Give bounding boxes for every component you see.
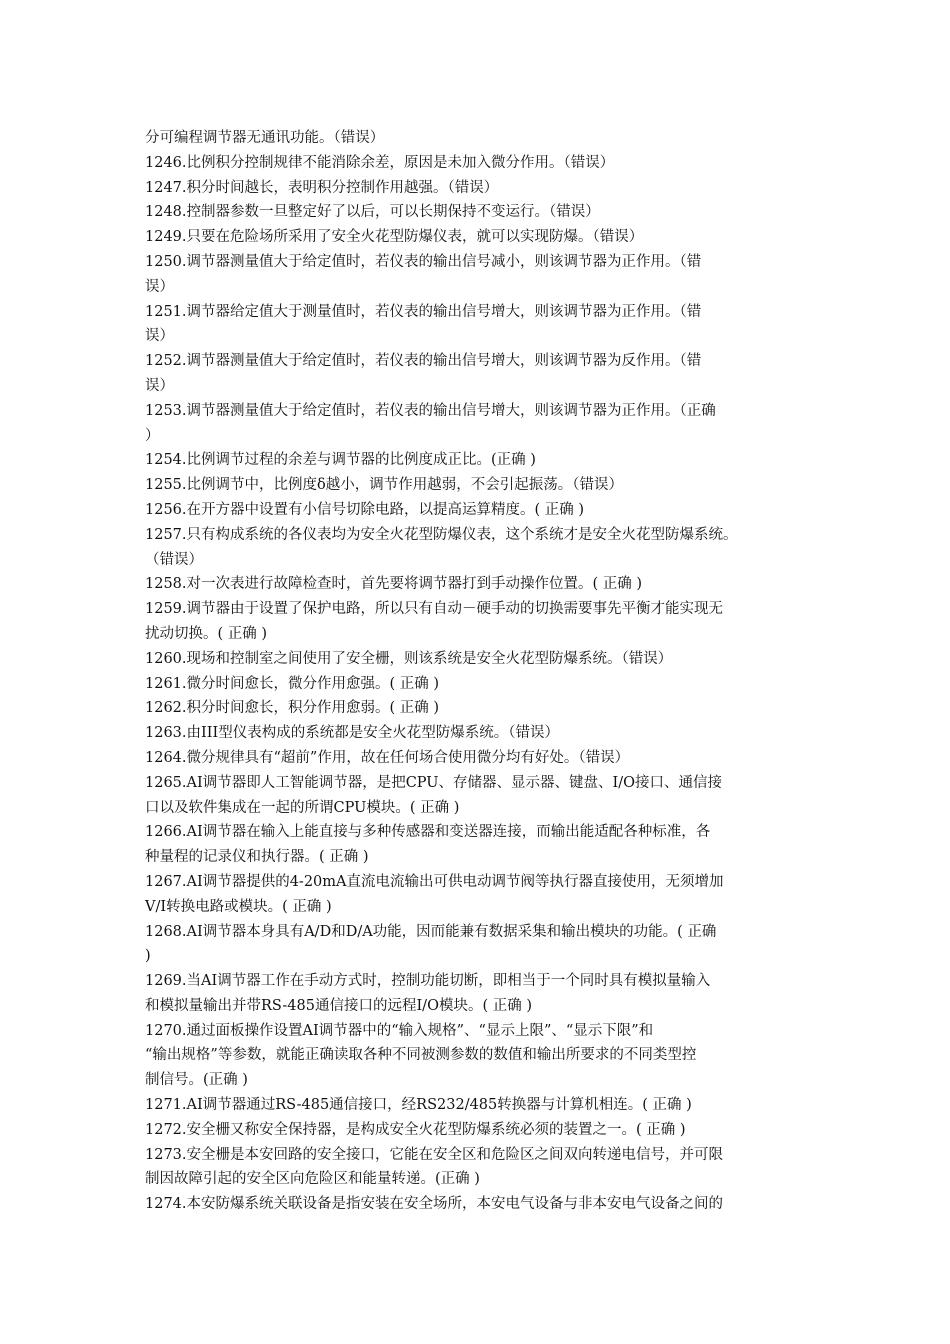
text-line: 1263.由III型仪表构成的系统都是安全火花型防爆系统。（错误）	[145, 725, 559, 742]
text-line: 1248.控制器参数一旦整定好了以后，可以长期保持不变运行。（错误）	[145, 204, 600, 221]
text-line: 1262.积分时间愈长，积分作用愈弱。( 正确 )	[145, 700, 440, 717]
text-line: 1264.微分规律具有“超前”作用，故在任何场合使用微分均有好处。（错误）	[145, 749, 630, 766]
document-page	[145, 126, 825, 1217]
text-line: )	[145, 948, 151, 965]
text-line: 种量程的记录仪和执行器。( 正确 )	[145, 849, 369, 866]
text-line: 口以及软件集成在一起的所谓CPU模块。( 正确 )	[145, 799, 460, 816]
text-line: 1247.积分时间越长，表明积分控制作用越强。（错误）	[145, 179, 499, 196]
text-line: 1259.调节器由于设置了保护电路，所以只有自动－硬手动的切换需要事先平衡才能实现无	[145, 601, 724, 618]
text-line: 制信号。(正确 )	[145, 1072, 248, 1089]
text-line: 1258.对一次表进行故障检查时，首先要将调节器打到手动操作位置。( 正确 )	[145, 576, 643, 593]
text-line: 误）	[145, 377, 174, 394]
text-line: 和模拟量输出并带RS-485通信接口的远程I/O模块。( 正确 )	[145, 997, 532, 1014]
text-line: 1268.AI调节器本身具有A/D和D/A功能，因而能兼有数据采集和输出模块的功能。( 正确	[145, 923, 717, 940]
text-line: 1261.微分时间愈长，微分作用愈强。( 正确 )	[145, 675, 440, 692]
text-line: 1254.比例调节过程的余差与调节器的比例度成正比。(正确 )	[145, 452, 536, 469]
text-line: 1246.比例积分控制规律不能消除余差，原因是未加入微分作用。（错误）	[145, 154, 615, 171]
text-line: （错误）	[145, 551, 203, 568]
text-line: V/I转换电路或模块。( 正确 )	[145, 898, 332, 915]
text-line: 1253.调节器测量值大于给定值时，若仪表的输出信号增大，则该调节器为正作用。（正确	[145, 402, 716, 419]
text-line: ）	[145, 427, 160, 444]
text-line: “输出规格”等参数，就能正确读取各种不同被测参数的数值和输出所要求的不同类型控	[145, 1047, 697, 1064]
text-line: 1251.调节器给定值大于测量值时，若仪表的输出信号增大，则该调节器为正作用。（错	[145, 303, 702, 320]
text-line: 1249.只要在危险场所采用了安全火花型防爆仪表，就可以实现防爆。（错误）	[145, 229, 644, 246]
text-line: 1255.比例调节中，比例度δ越小，调节作用越弱，不会引起振荡。（错误）	[145, 477, 623, 494]
text-line: 1274.本安防爆系统关联设备是指安装在安全场所，本安电气设备与非本安电气设备之间的	[145, 1196, 724, 1213]
text-line: 1265.AI调节器即人工智能调节器，是把CPU、存储器、显示器、键盘、I/O接口、通信接	[145, 774, 723, 791]
text-line: 扰动切换。( 正确 )	[145, 625, 268, 642]
text-line: 1260.现场和控制室之间使用了安全栅，则该系统是安全火花型防爆系统。（错误）	[145, 650, 673, 667]
text-line: 误）	[145, 328, 174, 345]
text-line: 1250.调节器测量值大于给定值时，若仪表的输出信号减小，则该调节器为正作用。（错	[145, 253, 702, 270]
text-line: 误）	[145, 278, 174, 295]
text-line: 1269.当AI调节器工作在手动方式时，控制功能切断，即相当于一个同时具有模拟量输入	[145, 973, 711, 990]
text-line: 1256.在开方器中设置有小信号切除电路，以提高运算精度。( 正确 )	[145, 501, 585, 518]
text-line: 1270.通过面板操作设置AI调节器中的“输入规格”、“显示上限”、“显示下限”和	[145, 1022, 654, 1039]
text-line: 1252.调节器测量值大于给定值时，若仪表的输出信号增大，则该调节器为反作用。（错	[145, 353, 702, 370]
text-line: 1257.只有构成系统的各仪表均为安全火花型防爆仪表，这个系统才是安全火花型防爆系统。	[145, 526, 738, 543]
text-line: 1271.AI调节器通过RS-485通信接口，经RS232/485转换器与计算机相连。( 正确 )	[145, 1097, 692, 1114]
text-line: 分可编程调节器无通讯功能。（错误）	[145, 130, 385, 146]
text-line: 1272.安全栅又称安全保持器，是构成安全火花型防爆系统必须的装置之一。( 正确 )	[145, 1121, 686, 1138]
text-line: 1267.AI调节器提供的4-20mA直流电流输出可供电动调节阀等执行器直接使用，无须增加	[145, 873, 724, 890]
text-line: 1266.AI调节器在输入上能直接与多种传感器和变送器连接，而输出能适配各种标准，各	[145, 824, 711, 841]
text-line: 制因故障引起的安全区向危险区和能量转递。(正确 )	[145, 1171, 480, 1188]
text-line: 1273.安全栅是本安回路的安全接口，它能在安全区和危险区之间双向转递电信号，并可限	[145, 1146, 724, 1163]
